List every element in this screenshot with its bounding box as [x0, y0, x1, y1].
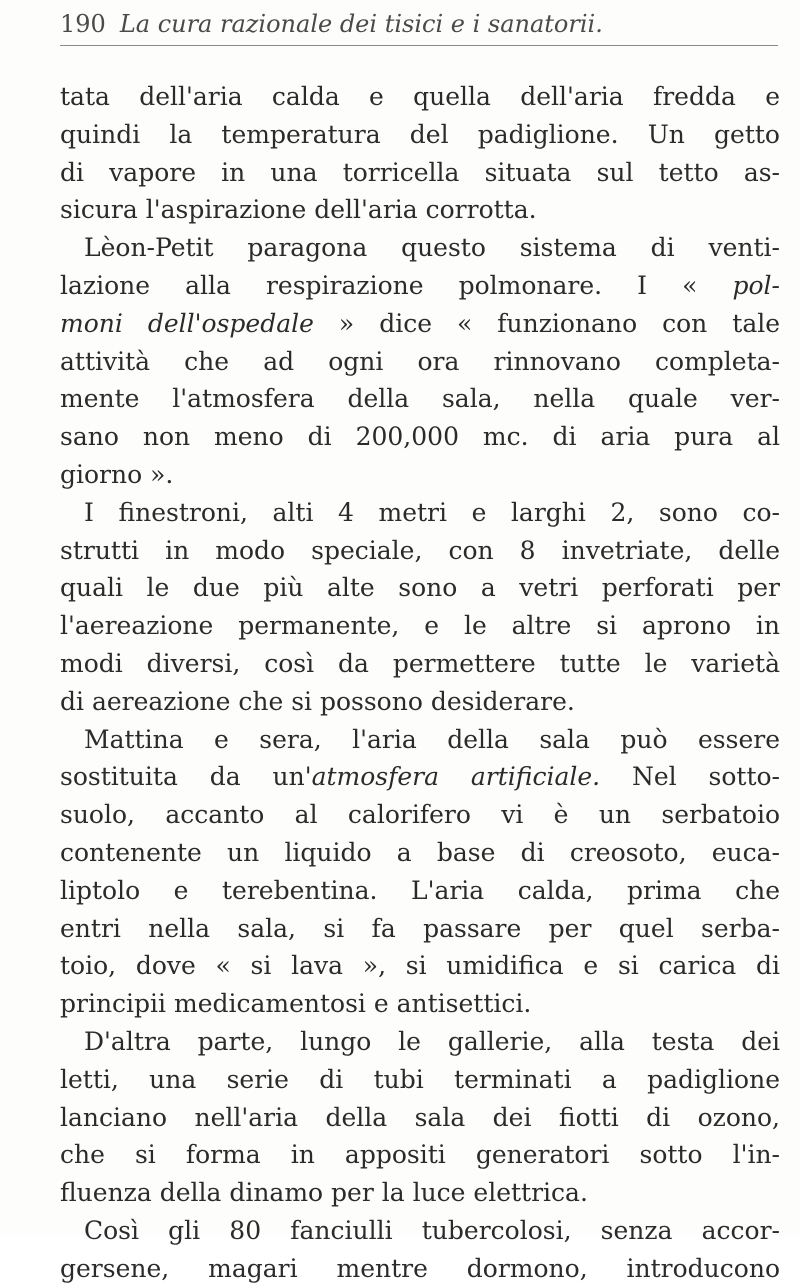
- text-segment: Così gli 80 fanciulli tubercolosi, senza accor-: [84, 1215, 780, 1245]
- text-segment: di vapore in una torricella situata sul tetto as-: [60, 157, 780, 187]
- text-segment: mente l'atmosfera della sala, nella quale ver-: [60, 384, 780, 414]
- header-rule: [60, 45, 778, 46]
- text-segment: Mattina e sera, l'aria della sala può essere: [84, 724, 780, 754]
- text-line: [60, 796, 780, 834]
- text-line: [60, 456, 780, 494]
- text-line: [60, 1061, 780, 1099]
- text-segment: toio, dove « si lava », si umidifica e si carica di: [60, 951, 780, 981]
- text-segment: l'aereazione permanente, e le altre si aprono in: [60, 611, 780, 641]
- text-line: [60, 494, 780, 532]
- text-segment: fluenza della dinamo per la luce elettrica.: [60, 1178, 588, 1208]
- text-segment: quali le due più alte sono a vetri perforati per: [60, 573, 780, 603]
- text-segment: D'altra parte, lungo le gallerie, alla testa dei: [84, 1026, 780, 1056]
- text-segment: gersene, magari mentre dormono, introducono: [60, 1253, 780, 1283]
- italic-text: moni dell'ospedale: [60, 308, 314, 338]
- text-segment: modi diversi, così da permettere tutte le varietà: [60, 648, 780, 678]
- text-segment: lazione alla respirazione polmonare. I «: [60, 270, 733, 300]
- text-line: [60, 191, 780, 229]
- text-line: [60, 721, 780, 759]
- text-line: [60, 1250, 780, 1288]
- text-segment: liptolo e terebentina. L'aria calda, prima che: [60, 875, 780, 905]
- running-header: [60, 6, 780, 42]
- text-line: [60, 305, 780, 343]
- text-line: [60, 418, 780, 456]
- text-line: [60, 872, 780, 910]
- text-segment: che si forma in appositi generatori sotto l'in-: [60, 1140, 780, 1170]
- text-line: [60, 267, 780, 305]
- text-line: [60, 683, 780, 721]
- page-number: 190: [60, 10, 106, 38]
- text-segment: I finestroni, alti 4 metri e larghi 2, sono co-: [84, 497, 780, 527]
- text-segment: suolo, accanto al calorifero vi è un serbatoio: [60, 800, 780, 830]
- text-segment: Lèon-Petit paragona questo sistema di venti-: [84, 233, 780, 263]
- text-segment: Nel sotto-: [600, 762, 780, 792]
- text-line: [60, 947, 780, 985]
- text-segment: di aereazione che si possono desiderare.: [60, 686, 575, 716]
- text-line: [60, 985, 780, 1023]
- text-line: [60, 380, 780, 418]
- text-segment: sicura l'aspirazione dell'aria corrotta.: [60, 195, 537, 225]
- italic-text: pol-: [732, 270, 780, 300]
- body-text: [60, 78, 780, 1288]
- text-segment: strutti in modo speciale, con 8 invetriate, delle: [60, 535, 780, 565]
- text-line: [60, 1023, 780, 1061]
- text-segment: contenente un liquido a base di creosoto, euca-: [60, 837, 780, 867]
- text-segment: tata dell'aria calda e quella dell'aria fredda e: [60, 82, 780, 111]
- text-line: [60, 645, 780, 683]
- text-segment: sano non meno di 200,000 mc. di aria pura al: [60, 422, 780, 452]
- text-segment: quindi la temperatura del padiglione. Un getto: [60, 119, 780, 149]
- text-segment: letti, una serie di tubi terminati a padiglione: [60, 1064, 780, 1094]
- text-line: [60, 1099, 780, 1137]
- text-line: [60, 116, 780, 154]
- text-segment: principii medicamentosi e antisettici.: [60, 989, 532, 1019]
- text-segment: lanciano nell'aria della sala dei fiotti di ozono,: [60, 1102, 780, 1132]
- text-line: [60, 910, 780, 948]
- running-title: La cura razionale dei tisici e i sanatorii.: [119, 10, 603, 38]
- text-line: [60, 229, 780, 267]
- text-segment: giorno ».: [60, 459, 174, 489]
- text-line: [60, 532, 780, 570]
- text-line: [60, 343, 780, 381]
- text-segment: attività che ad ogni ora rinnovano completa-: [60, 346, 780, 376]
- text-line: [60, 758, 780, 796]
- text-line: [60, 78, 780, 116]
- text-line: [60, 154, 780, 192]
- text-line: [60, 607, 780, 645]
- text-segment: » dice « funzionano con tale: [313, 308, 781, 338]
- text-line: [60, 1174, 780, 1212]
- text-line: [60, 1212, 780, 1250]
- text-line: [60, 569, 780, 607]
- italic-text: atmosfera artificiale.: [311, 762, 601, 792]
- text-line: [60, 834, 780, 872]
- text-segment: sostituita da un': [60, 762, 312, 792]
- text-segment: entri nella sala, si fa passare per quel serba-: [60, 913, 780, 943]
- text-line: [60, 1136, 780, 1174]
